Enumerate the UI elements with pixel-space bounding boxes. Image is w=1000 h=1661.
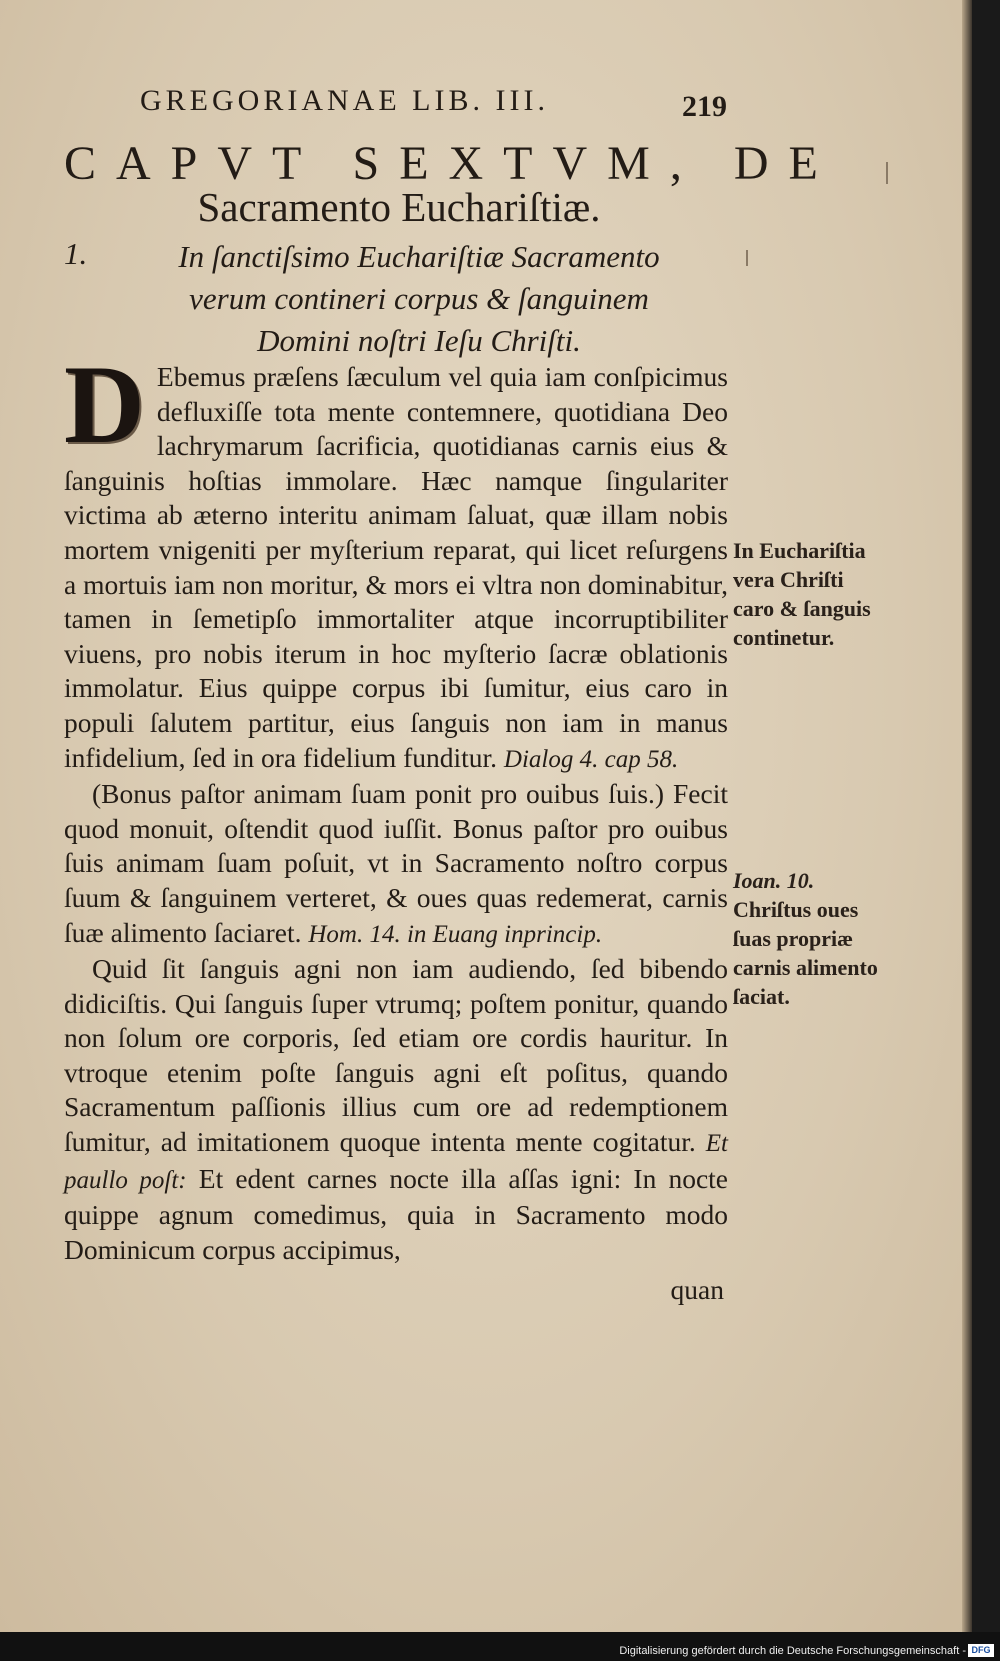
chapter-subtitle: Sacramento Euchariſtiæ. [197, 184, 601, 230]
running-head: GREGORIANAE LIB. III. [140, 84, 549, 117]
drop-cap: D [64, 343, 145, 467]
article-heading-text: In ſanctiſsimo Euchariſtiæ Sacramento verum contineri corpus & ſanguinem Domini noſtri Ieſu Chriſti. [178, 239, 660, 358]
footer-credit: Digitalisierung gefördert durch die Deutsche Forschungsgemeinschaft - [619, 1645, 966, 1657]
paper-speck [886, 162, 888, 184]
paragraph-1-reference: Dialog 4. cap 58. [503, 745, 679, 773]
margin-note-2-reference: Ioan. 10. [733, 868, 815, 893]
paragraph-1-text: Ebemus præſens ſæculum vel quia iam conſpicimus defluxiſſe tota mente contemnere, quotidiana Deo lachrymarum ſacrificia, quotidianas carnis eius & ſanguinis hoſtias immolare. Hæc namque ſingulariter victima ab æterno interitu animam ſaluat, quæ illam nobis mortem vnigeniti per myſterium reparat, qui licet reſurgens a mortuis iam non moritur, & mors ei vltra non dominabitur, tamen in ſemetipſo immortaliter atque incorruptibiliter viuens, pro nobis iterum in hoc myſterio ſacræ oblationis immolatur. Eius quippe corpus ibi ſumitur, eius caro in populi ſalutem partitur, eius ſanguis non iam in manus infidelium, ſed in ora fidelium funditur. [64, 361, 728, 773]
paper-speck [746, 250, 748, 266]
margin-note-2-text: Chriſtus oues ſuas propriæ carnis alimento ſaciat. [733, 897, 878, 1009]
page-number: 219 [682, 90, 727, 123]
paragraph-3 [64, 952, 728, 1267]
chapter-title: CAPVT SEXTVM, DE [64, 137, 838, 190]
catchword: quan [670, 1274, 724, 1306]
dfg-logo: DFG [968, 1644, 994, 1657]
paragraph-2-text: (Bonus paſtor animam ſuam ponit pro ouibus ſuis.) Fecit quod monuit, oſtendit quod iuſſit. Bonus paſtor pro ouibus ſuis animam ſuam poſuit, vt in Sacramento noſtro corpus ſuum & ſanguinem verteret, & oues quas redemerat, carnis ſuæ alimento ſaciaret. [64, 778, 728, 948]
main-text [64, 343, 729, 1308]
paragraph-2-reference: Hom. 14. in Euang inprincip. [308, 920, 603, 948]
paragraph-3-reference: Et paullo poſt: [64, 1130, 728, 1194]
margin-note-2 [733, 866, 883, 1011]
paragraph-3-continuation: Et edent carnes nocte illa aſſas igni: In nocte quippe agnum comedimus, quia in Sacramento modo Dominicum corpus accipimus, [64, 1162, 729, 1265]
margin-note-1: In Euchariſtia vera Chriſti caro & ſanguis continetur. [733, 538, 871, 650]
paragraph-3-text: Quid ſit ſanguis agni non iam audiendo, ſed bibendo didiciſtis. Qui ſanguis ſuper vtrumq; poſtem ponitur, quando non ſolum ore corporis, ſed etiam ore cordis hauritur. In vtroque etenim poſte ſanguis agni eſt poſitus, quando Sacramentum paſſionis illius cum ore ad redemptionem ſumitur, ad imitationem quoque intenta mente cogitatur. [64, 953, 728, 1158]
paragraph-2 [64, 777, 728, 952]
paragraph-1 [64, 343, 728, 777]
article-heading [64, 236, 734, 362]
page-edge-shadow [962, 0, 972, 1632]
article-number: 1. [64, 236, 88, 271]
